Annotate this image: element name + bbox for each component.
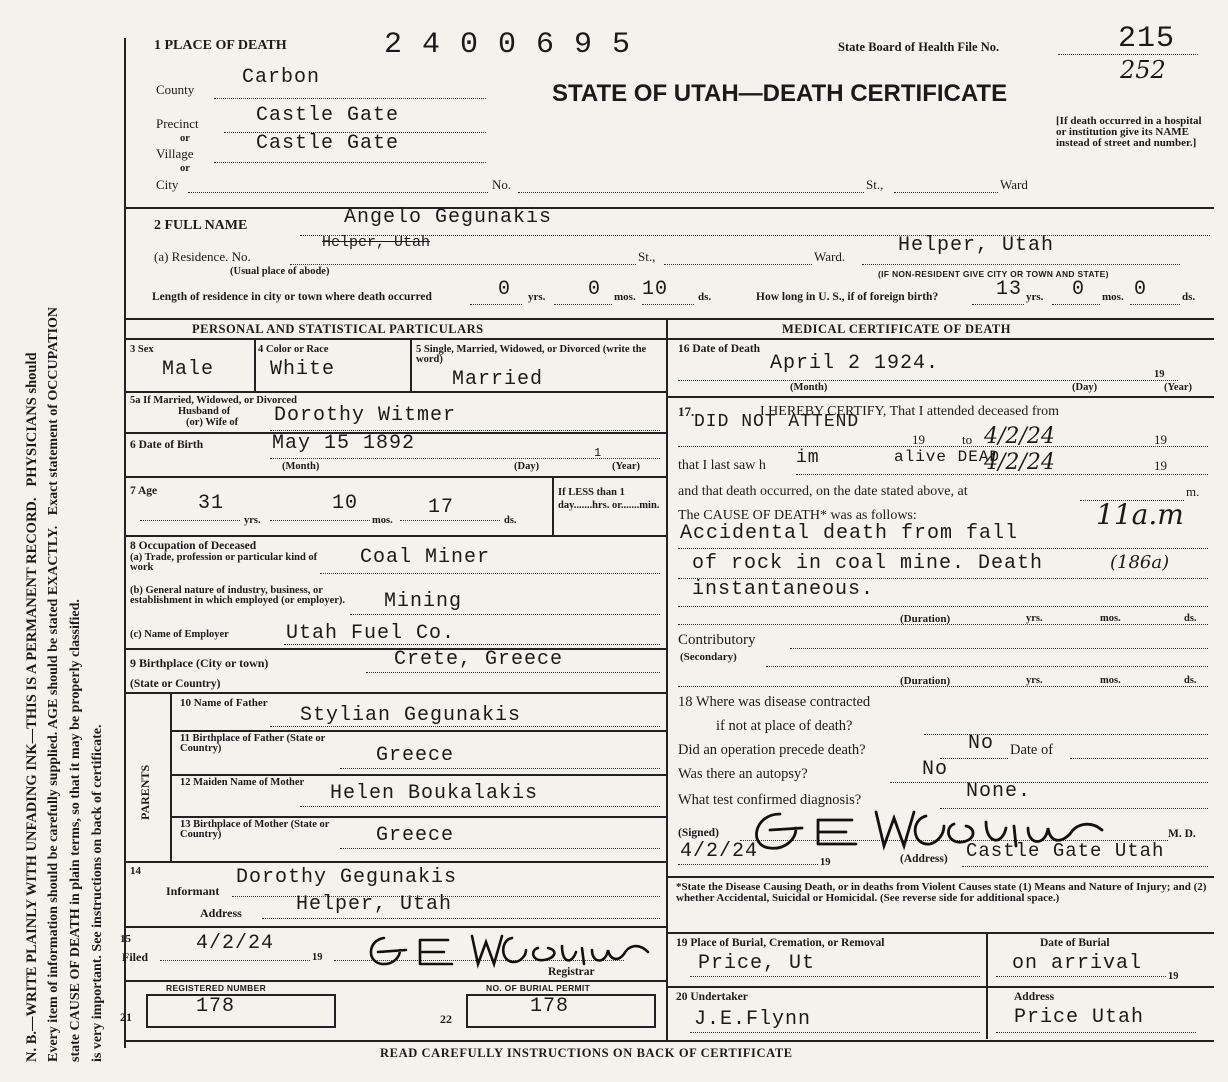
registered-number-prefix: 21 xyxy=(120,1010,132,1024)
duration-label-2: (Duration) xyxy=(900,675,951,687)
mother-birthplace-label: 13 Birthplace of Mother (State or Country) xyxy=(180,819,330,840)
dob-day-label: (Day) xyxy=(514,461,540,472)
birthplace-label: 9 Birthplace (City or town) xyxy=(130,656,269,670)
dob-value: May 15 1892 xyxy=(272,432,416,455)
file-number: 215 xyxy=(1118,22,1176,56)
mother-value: Helen Boukalakis xyxy=(330,782,539,805)
father-birthplace-value: Greece xyxy=(376,744,455,767)
did-not-attend: DID NOT ATTEND xyxy=(694,412,860,432)
sex-value: Male xyxy=(162,358,215,381)
signed-address: Castle Gate Utah xyxy=(966,840,1165,862)
sex-label: 3 Sex xyxy=(130,344,154,355)
precinct-value: Castle Gate xyxy=(256,104,400,127)
birthplace-value: Crete, Greece xyxy=(394,648,564,671)
alive-dead: alive DEAD xyxy=(894,448,1001,466)
side-note-line1: N. B.—WRITE PLAINLY WITH UNFADING INK—THIS IS A PERMANENT RECORD. PHYSICIANS should xyxy=(24,352,40,1062)
side-note-line2: Every item of information should be carefully supplied. AGE should be stated EXACTLY. Exact statement of OCCUPATION xyxy=(46,306,61,1062)
village-value: Castle Gate xyxy=(256,132,400,155)
undertaker-address-label: Address xyxy=(1014,991,1055,1003)
cause-line-3: instantaneous. xyxy=(692,578,875,601)
certify-text: I HEREBY CERTIFY, That I attended deceased from xyxy=(760,404,1060,419)
burial-place-label: 19 Place of Burial, Cremation, or Removal xyxy=(676,937,885,949)
registered-number-label: REGISTERED NUMBER xyxy=(166,983,267,993)
cause-line-2: of rock in coal mine. Death xyxy=(692,552,1044,575)
age-label: 7 Age xyxy=(130,485,158,497)
date-of-label: Date of xyxy=(1010,742,1054,758)
contributory-label: Contributory xyxy=(678,632,756,648)
length-months: 0 xyxy=(588,278,602,301)
parents-label: PARENTS xyxy=(138,764,152,820)
residence-st-label: St., xyxy=(638,249,656,264)
usual-abode-label: (Usual place of abode) xyxy=(230,266,330,277)
autopsy-label: Was there an autopsy? xyxy=(678,766,808,782)
burial-place: Price, Ut xyxy=(698,952,816,975)
dob-label: 6 Date of Birth xyxy=(130,439,204,451)
filed-label: Filed xyxy=(122,950,148,964)
nonresident-label: (IF NON-RESIDENT GIVE CITY OR TOWN AND STATE) xyxy=(878,269,1109,279)
full-name-label: 2 FULL NAME xyxy=(154,218,248,233)
birthplace-state-label: (State or Country) xyxy=(130,678,221,690)
occupation-sub-label: (a) Trade, profession or particular kind of work xyxy=(130,552,318,573)
mother-label: 12 Maiden Name of Mother xyxy=(180,777,305,788)
city-label: City xyxy=(156,177,179,192)
father-label: 10 Name of Father xyxy=(180,697,268,709)
test-value: None. xyxy=(966,780,1032,803)
cause-line-1: Accidental death from fall xyxy=(680,522,1019,545)
registered-number: 178 xyxy=(196,995,236,1018)
dob-month-label: (Month) xyxy=(282,461,320,472)
ward-label: Ward xyxy=(1000,177,1028,192)
county-value: Carbon xyxy=(242,66,321,89)
signed-label: (Signed) xyxy=(678,827,719,839)
us-months: 0 xyxy=(1072,278,1086,301)
race-value: White xyxy=(270,358,336,381)
file-number-alt: 252 xyxy=(1120,56,1166,84)
place-of-death-label: 1 PLACE OF DEATH xyxy=(154,38,287,53)
st-label: St., xyxy=(866,177,884,192)
occupation-label: 8 Occupation of Deceased xyxy=(130,540,257,552)
spouse-label-2: Husband of xyxy=(178,406,231,417)
operation-value: No xyxy=(968,732,995,755)
duration-label-1: (Duration) xyxy=(900,613,951,625)
burial-permit-number: 178 xyxy=(530,995,570,1018)
spouse-label-3: (or) Wife of xyxy=(186,417,239,428)
employer-value: Utah Fuel Co. xyxy=(286,622,456,645)
mother-birthplace-value: Greece xyxy=(376,824,455,847)
burial-date: on arrival xyxy=(1012,952,1143,975)
village-label: Village xyxy=(156,146,194,161)
length-residence-label: Length of residence in city or town where death occurred xyxy=(152,291,432,303)
dob-one: 1 xyxy=(594,446,602,460)
filed-date: 4/2/24 xyxy=(196,932,275,955)
less-than-label: If LESS than 1 day.......hrs. or.......min. xyxy=(558,487,660,511)
informant-value: Dorothy Gegunakis xyxy=(236,866,458,889)
informant-label: Informant xyxy=(166,884,220,898)
informant-number: 14 xyxy=(130,865,141,877)
secondary-label: (Secondary) xyxy=(680,651,737,663)
side-note-line4: is very important. See instructions on back of certificate. xyxy=(90,724,105,1062)
personal-heading: PERSONAL AND STATISTICAL PARTICULARS xyxy=(192,322,484,336)
autopsy-value: No xyxy=(922,758,949,781)
marital-label: 5 Single, Married, Widowed, or Divorced (write the word) xyxy=(416,344,647,365)
spouse-value: Dorothy Witmer xyxy=(274,404,457,427)
footer-instructions: READ CAREFULLY INSTRUCTIONS ON BACK OF CERTIFICATE xyxy=(380,1046,793,1060)
informant-address: Helper, Utah xyxy=(296,893,453,916)
us-days: 0 xyxy=(1134,278,1148,301)
length-days: 10 xyxy=(642,278,669,301)
us-years: 13 xyxy=(996,278,1023,301)
burial-permit-prefix: 22 xyxy=(440,1012,452,1026)
burial-date-label: Date of Burial xyxy=(1040,937,1110,949)
undertaker-label: 20 Undertaker xyxy=(676,991,748,1003)
age-years: 31 xyxy=(198,492,225,515)
dob-year-label: (Year) xyxy=(612,461,640,472)
undertaker: J.E.Flynn xyxy=(694,1008,812,1031)
where-contracted-sub: if not at place of death? xyxy=(716,718,853,734)
undertaker-address: Price Utah xyxy=(1014,1006,1145,1029)
section-top-rule xyxy=(124,318,1214,320)
last-saw-label: that I last saw h xyxy=(678,458,766,473)
informant-address-label: Address xyxy=(200,906,242,920)
last-saw-him: im xyxy=(796,448,820,468)
medical-heading: MEDICAL CERTIFICATE OF DEATH xyxy=(782,322,1011,336)
md-label: M. D. xyxy=(1168,828,1196,840)
operation-label: Did an operation precede death? xyxy=(678,742,866,758)
date-of-death: April 2 1924. xyxy=(770,352,940,375)
filed-number: 15 xyxy=(120,933,131,945)
age-days: 17 xyxy=(428,496,455,519)
cause-code: (186a) xyxy=(1110,552,1170,573)
cause-label: The CAUSE OF DEATH* was as follows: xyxy=(678,508,917,523)
residence-ward-label: Ward. xyxy=(814,249,846,264)
registered-number-box xyxy=(146,994,336,1028)
residence-label: (a) Residence. No. xyxy=(154,249,251,264)
registrar-label: Registrar xyxy=(548,966,595,978)
test-label: What test confirmed diagnosis? xyxy=(678,792,862,808)
dod-month-label: (Month) xyxy=(790,382,828,393)
occupation-value: Coal Miner xyxy=(360,546,491,569)
dod-year-label: (Year) xyxy=(1164,382,1192,393)
county-label: County xyxy=(156,82,195,97)
name-top-rule xyxy=(124,207,1214,209)
spouse-label-1: 5a If Married, Widowed, or Divorced xyxy=(130,395,297,406)
residence-value: Helper, Utah xyxy=(898,234,1055,257)
left-border xyxy=(124,38,126,1048)
time-of-death: 11a.m xyxy=(1096,498,1184,531)
hospital-note: [If death occurred in a hospital or institution give its NAME instead of street and number.] xyxy=(1056,115,1202,149)
signed-address-label: (Address) xyxy=(900,853,948,865)
last-saw-date: 4/2/24 xyxy=(984,450,1055,475)
father-birthplace-label: 11 Birthplace of Father (State or Country) xyxy=(180,733,326,754)
industry-label: (b) General nature of industry, business, or establishment in which employed (or employer). xyxy=(130,585,346,606)
side-note-line3: state CAUSE OF DEATH in plain terms, so that it may be properly classified. xyxy=(68,599,83,1062)
full-name-value: Angelo Gegunakis xyxy=(344,206,553,229)
precinct-label: Precinct xyxy=(156,116,199,131)
or-label-2: or xyxy=(180,163,190,174)
dod-day-label: (Day) xyxy=(1072,382,1098,393)
date-of-death-label: 16 Date of Death xyxy=(678,343,761,355)
length-years: 0 xyxy=(498,278,512,301)
or-label-1: or xyxy=(180,133,190,144)
certify-number: 17. xyxy=(678,404,695,419)
no-label: No. xyxy=(492,177,512,192)
signed-date: 4/2/24 xyxy=(680,840,759,863)
us-residence-label: How long in U. S., if of foreign birth? xyxy=(756,291,939,303)
file-no-label: State Board of Health File No. xyxy=(838,40,1000,54)
age-months: 10 xyxy=(332,492,359,515)
registrar-signature xyxy=(362,928,662,972)
where-contracted-label: 18 Where was disease contracted xyxy=(678,694,871,710)
bottom-rule xyxy=(124,1040,1214,1042)
race-label: 4 Color or Race xyxy=(258,344,329,355)
burial-permit-label: NO. OF BURIAL PERMIT xyxy=(486,983,591,993)
footnote: *State the Disease Causing Death, or in deaths from Violent Causes state (1) Means and Nature of Injury; and (2) whether Accidental, Suicidal or Homicidal. (See reverse side for additional space.) xyxy=(676,881,1207,904)
marital-value: Married xyxy=(452,368,544,391)
death-occurred-label: and that death occurred, on the date stated above, at xyxy=(678,484,968,499)
certificate-title: STATE OF UTAH—DEATH CERTIFICATE xyxy=(552,80,1008,107)
certificate-number: 2 4 0 0 6 9 5 xyxy=(384,28,632,62)
employer-label: (c) Name of Employer xyxy=(130,629,229,640)
industry-value: Mining xyxy=(384,590,463,613)
father-value: Stylian Gegunakis xyxy=(300,704,522,727)
residence-struck: Helper, Utah xyxy=(322,234,431,251)
attended-to-date: 4/2/24 xyxy=(984,424,1055,449)
